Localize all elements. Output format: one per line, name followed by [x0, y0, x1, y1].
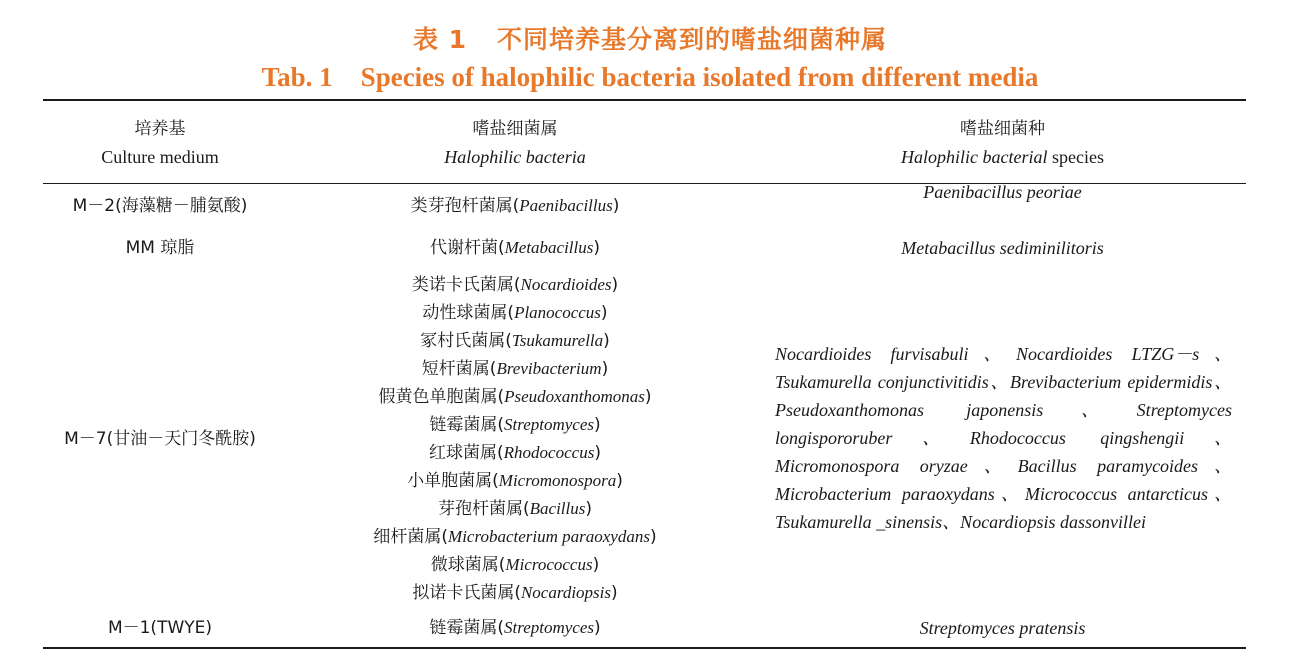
row2-genus-zh: 代谢杆菌(	[429, 238, 505, 258]
genus-zh: 短杆菌属(	[421, 359, 497, 379]
genus-close: )	[616, 471, 623, 491]
table-title-english	[0, 62, 1300, 93]
table-number-english: Tab. 1	[261, 62, 333, 92]
row1-genus-close: )	[612, 196, 620, 216]
genus-zh: 微球菌属(	[430, 555, 506, 575]
genus-latin: Rhodococcus	[503, 443, 595, 462]
table-title-chinese	[0, 20, 1300, 56]
row4-medium: M－1(TWYE)	[107, 618, 213, 638]
genus-zh: 类诺卡氏菌属(	[411, 275, 521, 295]
header-genus-zh: 嗜盐细菌属	[472, 119, 558, 139]
row3-genus-item	[320, 383, 710, 411]
genus-close: )	[611, 583, 618, 603]
row4-species: Streptomyces pratensis	[919, 618, 1086, 638]
genus-latin: Pseudoxanthomonas	[504, 387, 645, 406]
header-medium-zh: 培养基	[134, 119, 186, 139]
row1-genus-latin: Paenibacillus	[519, 196, 613, 215]
genus-latin: Micromonospora	[498, 471, 617, 490]
row3-genus-item	[320, 299, 710, 327]
genus-zh: 小单胞菌属(	[407, 471, 499, 491]
genus-zh: 冢村氏菌属(	[420, 331, 512, 351]
row2-genus	[320, 237, 710, 259]
genus-close: )	[594, 415, 601, 435]
row3-genus-item	[320, 551, 710, 579]
row3-genus-item	[320, 411, 710, 439]
header-species-en-plain: species	[1047, 147, 1104, 167]
row3-genus-item	[320, 327, 710, 355]
row3-genus-item	[320, 523, 710, 551]
genus-latin: Tsukamurella	[511, 331, 604, 350]
genus-close: )	[644, 387, 652, 407]
header-species-zh: 嗜盐细菌种	[960, 119, 1045, 139]
genus-close: )	[592, 555, 600, 575]
row3-genus-item	[320, 355, 710, 383]
genus-zh: 假黄色单胞菌属(	[378, 387, 505, 407]
row2-medium: MM 琼脂	[125, 238, 195, 258]
row2-species: Metabacillus sediminilitoris	[901, 238, 1104, 258]
genus-zh: 红球菌属(	[429, 443, 504, 463]
genus-latin: Nocardiopsis	[520, 583, 612, 602]
genus-close: )	[594, 443, 601, 463]
row1-genus-zh: 类芽孢杆菌属(	[410, 196, 520, 216]
table-number-chinese: 表 1	[412, 25, 468, 54]
genus-zh: 动性球菌属(	[422, 303, 515, 323]
genus-zh: 拟诺卡氏菌属(	[412, 583, 521, 603]
genus-latin: Microbacterium paraoxydans	[448, 527, 650, 546]
genus-close: )	[649, 527, 657, 547]
genus-latin: Bacillus	[529, 499, 586, 518]
row4-genus	[320, 617, 710, 639]
row1-species: Paenibacillus peoriae	[923, 182, 1082, 202]
row3-species: Nocardioides furvisabuli、Nocardioides LTZG－s、Tsukamurella conjunctivitidis、Brevibacterium epidermidis、Pseudoxanthomonas japonensis、Streptomyces longispororuber、Rhodococcus qingshengii、Micromonospora oryzae、Bacillus paramycoides、Microbacterium paraoxydans、Micrococcus antarcticus、Tsukamurella _sinensis、Nocardiopsis dassonvillei	[775, 344, 1232, 532]
row3-genus-list	[320, 271, 710, 607]
genus-close: )	[611, 275, 619, 295]
table-bottom-rule	[43, 647, 1246, 649]
genus-zh: 链霉菌属(	[429, 415, 504, 435]
header-medium-en: Culture medium	[101, 147, 219, 167]
header-species-en	[775, 146, 1230, 168]
genus-close: )	[603, 331, 610, 351]
row2-genus-close: )	[593, 238, 601, 258]
row3-genus-item	[320, 579, 710, 607]
row1-medium: M－2(海藻糖－脯氨酸)	[72, 196, 248, 216]
table-title-english-text: Species of halophilic bacteria isolated from different media	[360, 62, 1039, 92]
row3-genus-item	[320, 439, 710, 467]
genus-latin: Streptomyces	[503, 415, 594, 434]
genus-zh: 细杆菌属(	[373, 527, 449, 547]
row3-genus-item	[320, 495, 710, 523]
genus-latin: Planococcus	[514, 303, 601, 322]
row4-genus-latin: Streptomyces	[503, 618, 594, 637]
genus-close: )	[601, 359, 609, 379]
header-species-en-italic: Halophilic bacterial	[901, 147, 1048, 167]
genus-close: )	[600, 303, 608, 323]
genus-latin: Brevibacterium	[496, 359, 602, 378]
row3-genus-item	[320, 467, 710, 495]
row1-genus	[320, 195, 710, 217]
genus-close: )	[585, 499, 592, 519]
row3-genus-item	[320, 271, 710, 299]
genus-zh: 芽孢杆菌属(	[438, 499, 530, 519]
header-genus-en: Halophilic bacteria	[444, 147, 586, 167]
row4-genus-zh: 链霉菌属(	[429, 618, 504, 638]
row2-genus-latin: Metabacillus	[504, 238, 594, 257]
row4-genus-close: )	[594, 618, 601, 638]
row3-medium: M－7(甘油－天门冬酰胺)	[64, 429, 256, 449]
table-top-rule	[43, 99, 1246, 101]
table-title-chinese-text: 不同培养基分离到的嗜盐细菌种属	[497, 25, 888, 54]
genus-latin: Micrococcus	[505, 555, 593, 574]
genus-latin: Nocardioides	[520, 275, 612, 294]
